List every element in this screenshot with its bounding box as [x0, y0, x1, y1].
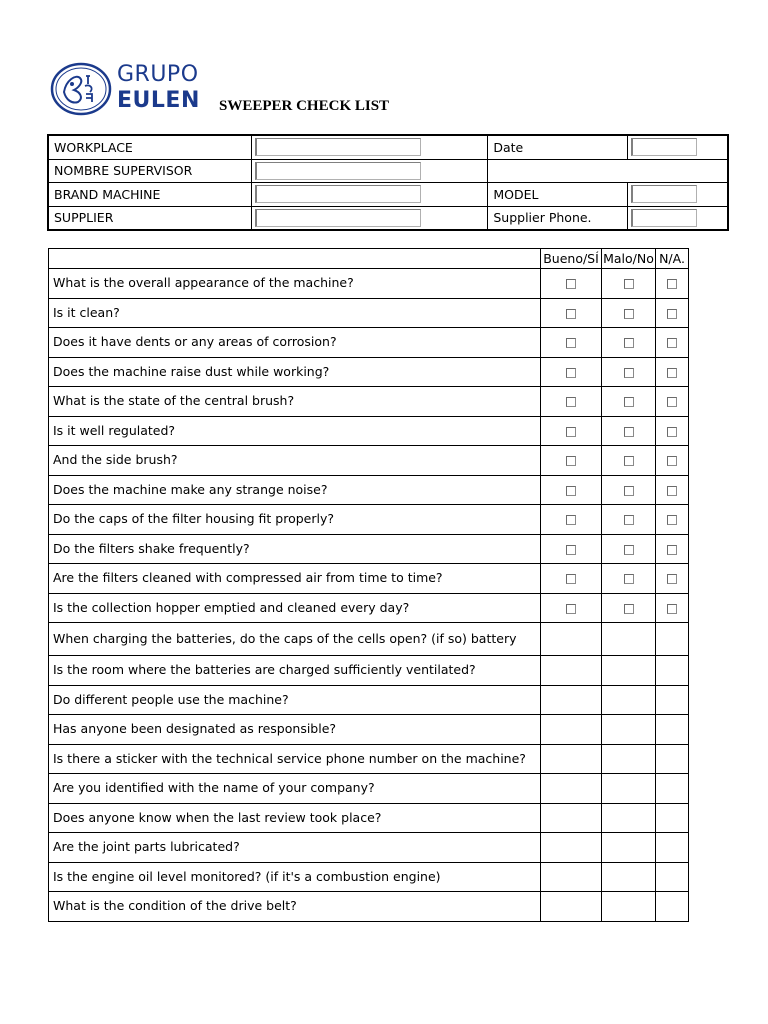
checkbox-na[interactable]	[667, 279, 677, 289]
workplace-field[interactable]	[255, 138, 421, 156]
cell-bad	[602, 269, 656, 299]
cell-good	[541, 357, 602, 387]
cell-na	[656, 416, 689, 446]
cell-bad	[602, 744, 656, 774]
cell-na	[656, 593, 689, 623]
checkbox-bad[interactable]	[624, 397, 634, 407]
checkbox-good[interactable]	[566, 427, 576, 437]
checkbox-good[interactable]	[566, 604, 576, 614]
table-row	[49, 328, 689, 358]
checkbox-bad[interactable]	[624, 574, 634, 584]
table-row	[49, 505, 689, 535]
cell-na	[656, 685, 689, 715]
question-text: What is the condition of the drive belt?	[49, 892, 541, 922]
supplier-field[interactable]	[255, 209, 421, 227]
supplier-phone-label: Supplier Phone.	[488, 206, 628, 230]
cell-good	[541, 564, 602, 594]
question-text: Has anyone been designated as responsible?	[49, 715, 541, 745]
checkbox-bad[interactable]	[624, 604, 634, 614]
question-text: Do different people use the machine?	[49, 685, 541, 715]
table-row	[49, 564, 689, 594]
table-row	[49, 715, 689, 745]
checkbox-good[interactable]	[566, 456, 576, 466]
cell-good	[541, 505, 602, 535]
model-field[interactable]	[631, 185, 697, 203]
table-row	[49, 387, 689, 417]
cell-good	[541, 534, 602, 564]
col-na-header: N/A.	[656, 249, 689, 269]
supervisor-label: NOMBRE SUPERVISOR	[49, 159, 252, 183]
cell-bad	[602, 564, 656, 594]
question-text: Does the machine raise dust while working?	[49, 357, 541, 387]
question-text: What is the overall appearance of the machine?	[49, 269, 541, 299]
table-row	[49, 774, 689, 804]
question-header	[49, 249, 541, 269]
supplier-label: SUPPLIER	[49, 206, 252, 230]
checkbox-bad[interactable]	[624, 456, 634, 466]
cell-good	[541, 387, 602, 417]
table-row	[49, 357, 689, 387]
date-label: Date	[488, 136, 628, 160]
checkbox-good[interactable]	[566, 486, 576, 496]
question-text: Are the joint parts lubricated?	[49, 833, 541, 863]
question-text: When charging the batteries, do the caps of the cells open? (if so) battery	[49, 623, 541, 656]
cell-na	[656, 475, 689, 505]
question-text: Is it clean?	[49, 298, 541, 328]
cell-na	[656, 298, 689, 328]
cell-bad	[602, 833, 656, 863]
question-text: Does it have dents or any areas of corrosion?	[49, 328, 541, 358]
cell-good	[541, 269, 602, 299]
checkbox-good[interactable]	[566, 309, 576, 319]
table-row	[49, 269, 689, 299]
checkbox-good[interactable]	[566, 397, 576, 407]
checkbox-na[interactable]	[667, 368, 677, 378]
table-row	[49, 892, 689, 922]
brand-line-2: EULEN	[117, 88, 200, 113]
question-text: Is the room where the batteries are charged sufficiently ventilated?	[49, 656, 541, 686]
question-text: Is it well regulated?	[49, 416, 541, 446]
cell-na	[656, 269, 689, 299]
table-row	[49, 862, 689, 892]
checkbox-bad[interactable]	[624, 515, 634, 525]
cell-bad	[602, 774, 656, 804]
checklist-table	[48, 248, 688, 922]
col-bad-header: Malo/No	[602, 249, 656, 269]
question-text: Are the filters cleaned with compressed air from time to time?	[49, 564, 541, 594]
checkbox-good[interactable]	[566, 338, 576, 348]
checkbox-na[interactable]	[667, 574, 677, 584]
question-text: Are you identified with the name of your company?	[49, 774, 541, 804]
cell-na	[656, 505, 689, 535]
brand-line-1: GRUPO	[117, 62, 199, 87]
cell-good	[541, 715, 602, 745]
cell-bad	[602, 387, 656, 417]
eulen-logo-icon	[50, 62, 112, 116]
checkbox-good[interactable]	[566, 545, 576, 555]
checkbox-bad[interactable]	[624, 368, 634, 378]
checkbox-good[interactable]	[566, 368, 576, 378]
cell-bad	[602, 505, 656, 535]
checkbox-na[interactable]	[667, 545, 677, 555]
cell-na	[656, 833, 689, 863]
cell-good	[541, 744, 602, 774]
supervisor-field[interactable]	[255, 162, 421, 180]
cell-good	[541, 862, 602, 892]
cell-bad	[602, 803, 656, 833]
cell-bad	[602, 475, 656, 505]
question-text: Is the engine oil level monitored? (if it's a combustion engine)	[49, 862, 541, 892]
checkbox-good[interactable]	[566, 574, 576, 584]
table-row	[49, 656, 689, 686]
table-row	[49, 744, 689, 774]
checkbox-bad[interactable]	[624, 545, 634, 555]
checkbox-na[interactable]	[667, 338, 677, 348]
table-row	[49, 685, 689, 715]
cell-good	[541, 774, 602, 804]
cell-na	[656, 623, 689, 656]
cell-bad	[602, 685, 656, 715]
cell-bad	[602, 357, 656, 387]
col-good-header: Bueno/SÍ	[541, 249, 602, 269]
cell-bad	[602, 656, 656, 686]
page-title: SWEEPER CHECK LIST	[219, 98, 390, 114]
cell-na	[656, 715, 689, 745]
supplier-phone-field[interactable]	[631, 209, 697, 227]
table-row	[49, 446, 689, 476]
checkbox-na[interactable]	[667, 309, 677, 319]
question-text: Does the machine make any strange noise?	[49, 475, 541, 505]
cell-na	[656, 534, 689, 564]
cell-bad	[602, 593, 656, 623]
question-text: And the side brush?	[49, 446, 541, 476]
cell-good	[541, 416, 602, 446]
cell-good	[541, 803, 602, 833]
table-row	[49, 593, 689, 623]
cell-bad	[602, 416, 656, 446]
cell-good	[541, 892, 602, 922]
checkbox-na[interactable]	[667, 486, 677, 496]
question-text: Is there a sticker with the technical service phone number on the machine?	[49, 744, 541, 774]
table-row	[49, 416, 689, 446]
cell-na	[656, 656, 689, 686]
cell-good	[541, 833, 602, 863]
date-field[interactable]	[631, 138, 697, 156]
checkbox-na[interactable]	[667, 456, 677, 466]
cell-good	[541, 446, 602, 476]
cell-good	[541, 656, 602, 686]
info-table	[47, 134, 729, 231]
question-text: What is the state of the central brush?	[49, 387, 541, 417]
cell-good	[541, 328, 602, 358]
checkbox-na[interactable]	[667, 397, 677, 407]
checkbox-bad[interactable]	[624, 309, 634, 319]
table-row	[49, 475, 689, 505]
checkbox-na[interactable]	[667, 427, 677, 437]
question-text: Is the collection hopper emptied and cleaned every day?	[49, 593, 541, 623]
cell-good	[541, 593, 602, 623]
checkbox-good[interactable]	[566, 515, 576, 525]
checkbox-bad[interactable]	[624, 427, 634, 437]
question-text: Do the filters shake frequently?	[49, 534, 541, 564]
cell-good	[541, 298, 602, 328]
table-row	[49, 623, 689, 656]
cell-bad	[602, 328, 656, 358]
cell-bad	[602, 298, 656, 328]
cell-good	[541, 475, 602, 505]
cell-na	[656, 803, 689, 833]
table-row	[49, 298, 689, 328]
empty-cell	[488, 159, 728, 183]
cell-na	[656, 446, 689, 476]
checkbox-good[interactable]	[566, 279, 576, 289]
cell-na	[656, 387, 689, 417]
cell-na	[656, 892, 689, 922]
brand-machine-field[interactable]	[255, 185, 421, 203]
cell-bad	[602, 446, 656, 476]
checkbox-na[interactable]	[667, 515, 677, 525]
cell-na	[656, 862, 689, 892]
cell-bad	[602, 534, 656, 564]
cell-na	[656, 744, 689, 774]
model-label: MODEL	[488, 183, 628, 207]
cell-bad	[602, 623, 656, 656]
cell-bad	[602, 862, 656, 892]
workplace-label: WORKPLACE	[49, 136, 252, 160]
table-row	[49, 534, 689, 564]
checkbox-bad[interactable]	[624, 338, 634, 348]
checkbox-na[interactable]	[667, 604, 677, 614]
checkbox-bad[interactable]	[624, 279, 634, 289]
cell-bad	[602, 892, 656, 922]
table-row	[49, 833, 689, 863]
table-row	[49, 803, 689, 833]
checkbox-bad[interactable]	[624, 486, 634, 496]
cell-na	[656, 357, 689, 387]
question-text: Do the caps of the filter housing fit properly?	[49, 505, 541, 535]
cell-good	[541, 685, 602, 715]
cell-good	[541, 623, 602, 656]
brand-machine-label: BRAND MACHINE	[49, 183, 252, 207]
cell-na	[656, 774, 689, 804]
cell-na	[656, 564, 689, 594]
cell-bad	[602, 715, 656, 745]
question-text: Does anyone know when the last review took place?	[49, 803, 541, 833]
cell-na	[656, 328, 689, 358]
